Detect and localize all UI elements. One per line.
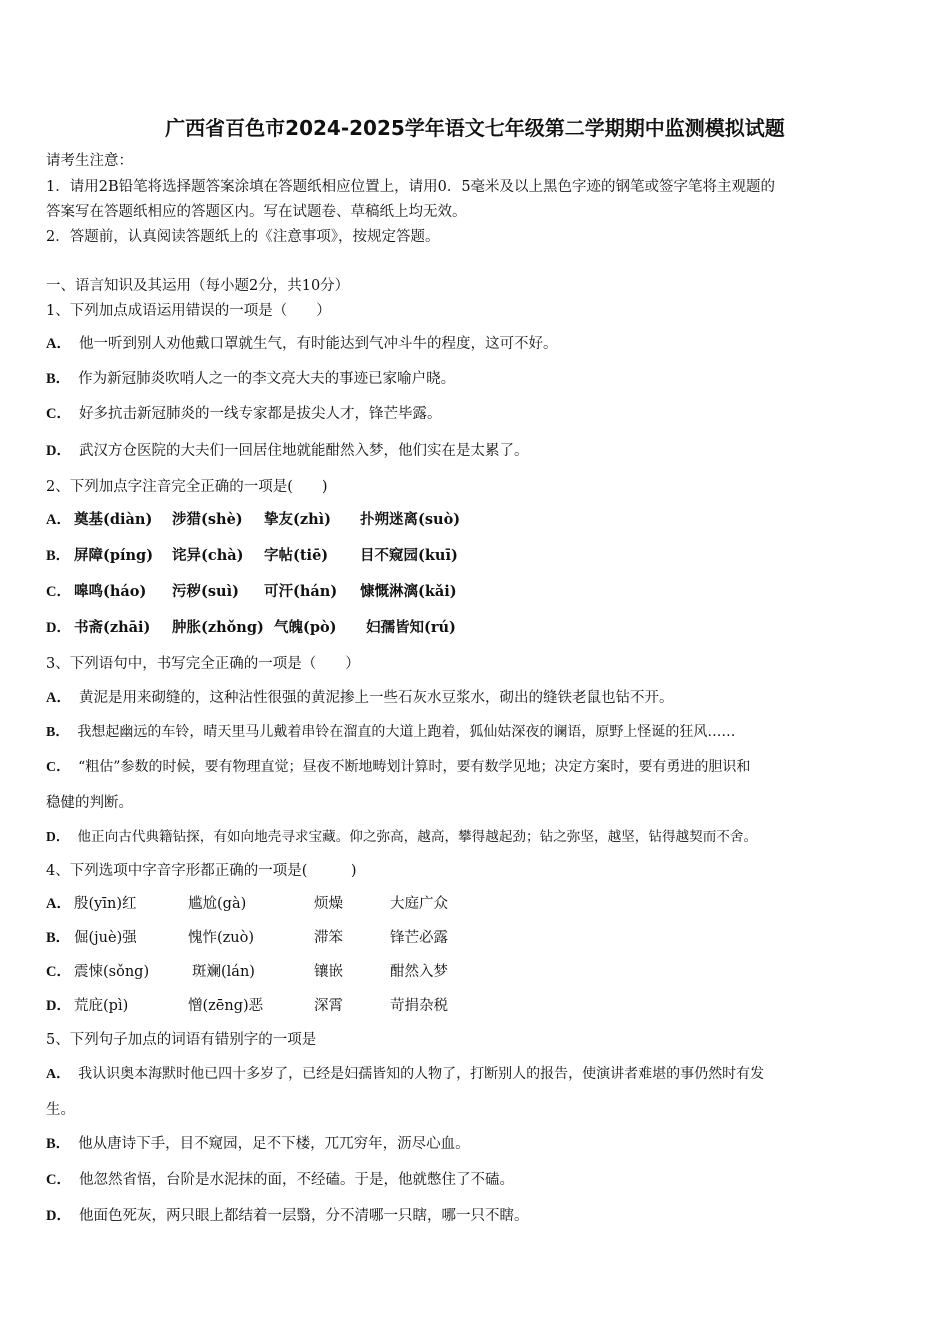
option-text: 他忽然省悟，台阶是水泥抹的面，不经磕。于是，他就憋住了不磕。: [78, 1172, 514, 1188]
option-letter: C．: [46, 584, 71, 600]
q5-option-a-continued: 生。: [46, 1102, 75, 1118]
option-text: “粗估”参数的时候，要有物理直觉；昼夜不断地畴划计算时，要有数学见地；决定方案时，要有勇进的胆识和: [78, 759, 751, 775]
q3-option-a: [46, 688, 908, 708]
option-cell: 愧怍(zuò): [188, 930, 255, 946]
option-cell: 字帖(tiē): [264, 547, 329, 564]
option-cell: 肿胀(zhǒng): [172, 619, 264, 636]
option-cell: 酣然入梦: [390, 964, 448, 980]
option-letter: D．: [46, 998, 71, 1014]
option-cell: 可汗(hán): [264, 583, 338, 600]
question-2-stem: 2、下列加点字注音完全正确的一项是( ): [46, 479, 328, 495]
option-letter: B．: [46, 548, 71, 564]
option-letter: D．: [46, 829, 70, 844]
option-cell: 目不窥园(kuī): [360, 547, 458, 564]
option-cell: 屏障(píng): [74, 547, 154, 564]
page-title: 广西省百色市2024-2025学年语文七年级第二学期期中监测模拟试题: [165, 116, 785, 140]
q5-option-d: [46, 1206, 908, 1226]
option-cell: 气魄(pò): [274, 619, 337, 636]
option-cell: 诧异(chà): [172, 547, 244, 564]
q1-option-c: [46, 404, 908, 424]
notice-heading: 请考生注意：: [46, 153, 133, 169]
option-cell: 嗥鸣(háo): [74, 583, 147, 600]
option-letter: A．: [46, 690, 71, 706]
option-cell: 深霄: [314, 998, 343, 1014]
question-3-stem: 3、下列语句中，书写完全正确的一项是（ ）: [46, 656, 360, 672]
option-cell: 慷慨淋漓(kǎi): [360, 583, 457, 600]
option-text: 他一听到别人劝他戴口罩就生气，有时能达到气冲斗牛的程度，这可不好。: [78, 336, 558, 352]
question-4-stem: 4、下列选项中字音字形都正确的一项是( ): [46, 863, 357, 879]
option-text: 他正向古代典籍钻探，有如向地壳寻求宝藏。仰之弥高，越高，攀得越起劲；钻之弥坚，越坚，钻得越契而不舍。: [77, 829, 758, 845]
option-cell: 滞笨: [314, 930, 343, 946]
option-cell: 殷(yīn)红: [74, 896, 137, 912]
option-cell: 荒庇(pì): [74, 998, 129, 1014]
q1-option-a: [46, 334, 908, 354]
option-letter: B．: [46, 1136, 71, 1152]
q5-option-c: [46, 1170, 908, 1190]
option-letter: C．: [46, 964, 71, 980]
option-cell: 苛捐杂税: [390, 998, 448, 1014]
option-cell: 挚友(zhì): [264, 511, 332, 528]
option-text: 他从唐诗下手，目不窥园，足不下楼，兀兀穷年，沥尽心血。: [78, 1136, 470, 1152]
option-cell: 涉猎(shè): [172, 511, 243, 528]
option-text: 好多抗击新冠肺炎的一线专家都是拔尖人才，锋芒毕露。: [78, 406, 442, 422]
option-text: 我认识奥本海默时他已四十多岁了，已经是妇孺皆知的人物了，打断别人的报告，使演讲者难堪的事仍然时有发: [78, 1066, 765, 1082]
option-text: 作为新冠肺炎吹哨人之一的李文亮大夫的事迹已家喻户晓。: [78, 371, 456, 387]
option-letter: C．: [46, 760, 71, 775]
notice-line-3: 2．答题前，认真阅读答题纸上的《注意事项》，按规定答题。: [46, 229, 440, 245]
option-cell: 奠基(diàn): [74, 511, 153, 528]
option-cell: 妇孺皆知(rú): [366, 619, 456, 636]
option-cell: 扑朔迷离(suò): [360, 511, 461, 528]
option-letter: D．: [46, 1208, 71, 1224]
q3-option-c: [46, 757, 908, 778]
option-letter: A．: [46, 336, 71, 352]
option-cell: 倔(juè)强: [74, 930, 137, 946]
option-text: 黄泥是用来砌缝的，这种沾性很强的黄泥掺上一些石灰水豆浆水，砌出的缝铁老鼠也钻不开。: [78, 690, 674, 706]
option-text: 武汉方仓医院的大夫们一回居住地就能酣然入梦，他们实在是太累了。: [78, 443, 529, 459]
section-heading: 一、语言知识及其运用（每小题2分，共10分）: [46, 278, 350, 294]
option-cell: 镶嵌: [314, 964, 343, 980]
option-letter: A．: [46, 896, 71, 912]
q1-option-d: [46, 441, 908, 461]
option-letter: A．: [46, 1067, 71, 1082]
q3-option-b: [46, 722, 908, 743]
q1-option-b: [46, 369, 908, 389]
question-1-stem: 1、下列加点成语运用错误的一项是（ ）: [46, 303, 331, 319]
notice-line-2: 答案写在答题纸相应的答题区内。写在试题卷、草稿纸上均无效。: [46, 204, 467, 220]
q5-option-b: [46, 1134, 908, 1154]
option-letter: C．: [46, 1172, 71, 1188]
option-letter: A．: [46, 512, 71, 528]
option-cell: 斑斓(lán): [192, 964, 255, 980]
q5-option-a: [46, 1064, 908, 1085]
option-letter: B．: [46, 371, 71, 387]
option-text: 他面色死灰，两只眼上都结着一层翳，分不清哪一只瞎，哪一只不瞎。: [78, 1208, 529, 1224]
q3-option-c-continued: 稳健的判断。: [46, 795, 133, 811]
q3-option-d: [46, 827, 916, 847]
option-cell: 憎(zēng)恶: [188, 998, 264, 1014]
option-cell: 锋芒必露: [390, 930, 448, 946]
option-letter: B．: [46, 725, 70, 740]
option-cell: 大庭广众: [390, 896, 448, 912]
option-letter: B．: [46, 930, 71, 946]
question-5-stem: 5、下列句子加点的词语有错别字的一项是: [46, 1032, 317, 1048]
option-text: 我想起幽远的车铃，晴天里马儿戴着串铃在溜直的大道上跑着，狐仙姑深夜的谰语，原野上怪诞的狂风……: [77, 724, 736, 740]
notice-line-1: 1．请用2B铅笔将选择题答案涂填在答题纸相应位置上，请用0．5毫米及以上黑色字迹的钢笔或签字笔将主观题的: [46, 179, 776, 195]
option-letter: C．: [46, 406, 71, 422]
option-cell: 震悚(sǒng): [74, 964, 150, 980]
option-cell: 尴尬(gà): [188, 896, 247, 912]
option-cell: 烦燥: [314, 896, 343, 912]
option-letter: D．: [46, 443, 71, 459]
option-letter: D．: [46, 620, 71, 636]
option-cell: 污秽(suì): [172, 583, 239, 600]
option-cell: 书斋(zhāi): [74, 619, 151, 636]
